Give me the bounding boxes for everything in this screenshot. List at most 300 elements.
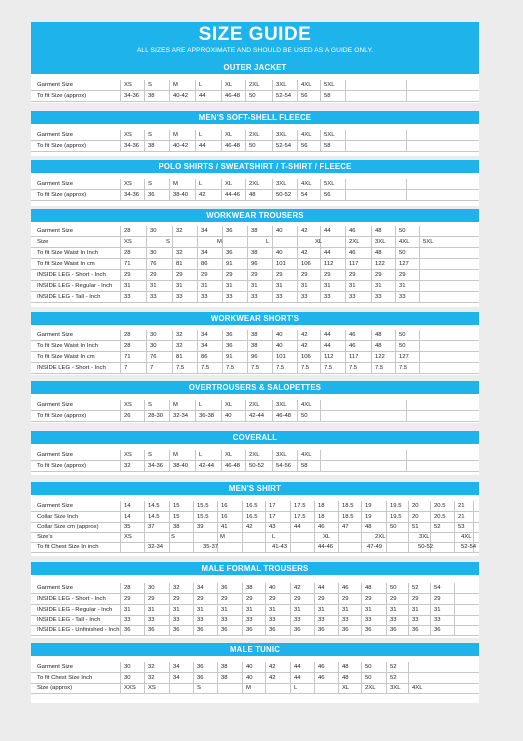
table-cell: 42-44 [249, 413, 265, 419]
table-cell: 38 [246, 585, 253, 591]
table-cell: XL [225, 181, 233, 187]
table-cell: 91 [226, 354, 233, 360]
table-cell: 44-46 [225, 192, 241, 198]
table-cell: S [148, 82, 152, 88]
table-cell: L [199, 82, 203, 88]
table-cell: 36 [294, 627, 301, 633]
table-cell: 33 [124, 617, 131, 623]
row-label: To fit Size (approx) [37, 413, 87, 419]
row-label: Garment Size [37, 402, 74, 408]
table-cell: S [197, 685, 201, 691]
table-cell: 29 [197, 596, 204, 602]
table-cell: 56 [324, 192, 331, 198]
table-cell: M [217, 239, 222, 245]
table-cell: 46-48 [225, 143, 241, 149]
table-cell: 4XL [399, 239, 410, 245]
table-cell: L [294, 685, 298, 691]
table-row [31, 462, 479, 471]
table-cell: 48 [375, 343, 382, 349]
table-row [31, 364, 479, 373]
table-cell: 36 [226, 332, 233, 338]
row-label: Garment Size [37, 332, 74, 338]
table-cell: 40 [269, 585, 276, 591]
table-cell: M [173, 402, 178, 408]
table-cell: M [173, 132, 178, 138]
table-cell: 36 [173, 627, 180, 633]
table-cell: 29 [251, 272, 258, 278]
table-cell: 42 [301, 343, 308, 349]
table-cell: 40 [276, 332, 283, 338]
table-cell: 16 [221, 514, 228, 520]
table-cell: 29 [176, 272, 183, 278]
table-cell: 28 [124, 343, 131, 349]
table-cell: 33 [197, 617, 204, 623]
table-cell: 32 [124, 463, 131, 469]
table-cell: 20.5 [434, 514, 446, 520]
table-cell: 29 [150, 272, 157, 278]
table-cell: 40 [276, 343, 283, 349]
table-cell: 34 [173, 675, 180, 681]
row-label: To fit Size Waist In Inch [37, 343, 98, 349]
table-cell: 29 [124, 272, 131, 278]
table-cell: 56 [301, 143, 308, 149]
table-cell: 117 [349, 354, 359, 360]
table-cell: 29 [276, 272, 283, 278]
table-cell: 29 [318, 596, 325, 602]
table-cell: L [199, 452, 203, 458]
table-cell: XL [225, 82, 233, 88]
table-cell: 19.5 [390, 503, 402, 509]
table-cell: XS [124, 239, 132, 245]
row-divider [31, 635, 479, 636]
table-cell: XL [315, 239, 323, 245]
table-cell: 54 [301, 192, 308, 198]
table-cell: 35-37 [203, 544, 219, 550]
row-divider [31, 90, 479, 91]
table-cell: 21 [458, 503, 465, 509]
table-cell: 42-44 [199, 463, 215, 469]
table-cell: 5XL [423, 239, 434, 245]
table-cell: 36-38 [199, 413, 215, 419]
table-cell: 42 [294, 585, 301, 591]
table-cell: 31 [412, 607, 419, 613]
table-cell: XL [342, 685, 350, 691]
table-row [31, 282, 479, 291]
table-cell: 44 [324, 228, 331, 234]
table-cell: 17 [269, 514, 276, 520]
table-cell: 50 [399, 343, 406, 349]
table-cell: 71 [124, 354, 131, 360]
table-cell: 46 [342, 585, 349, 591]
table-cell: 3XL [276, 82, 287, 88]
row-label: Size (approx) [37, 685, 73, 691]
table-cell: 38 [148, 143, 155, 149]
table-cell: 2XL [365, 685, 376, 691]
row-label: Garment Size [37, 82, 74, 88]
table-cell: 50-52 [249, 463, 265, 469]
table-cell: 36 [226, 250, 233, 256]
table-row [31, 626, 479, 635]
table-cell: XS [148, 685, 156, 691]
table-cell: 14.5 [148, 514, 160, 520]
table-cell: 33 [251, 294, 258, 300]
table-cell: 33 [342, 617, 349, 623]
table-cell: 31 [124, 607, 131, 613]
table-cell: 30 [150, 250, 157, 256]
table-cell: 33 [276, 294, 283, 300]
table-cell: 38 [173, 524, 180, 530]
row-label: INSIDE LEG - Regular - Inch [37, 283, 113, 289]
row-divider [31, 280, 479, 281]
table-cell: 31 [349, 283, 356, 289]
table-cell: 46 [349, 228, 356, 234]
table-cell: 50 [399, 250, 406, 256]
table-cell: 38 [221, 664, 228, 670]
table-cell: 38 [148, 93, 155, 99]
table-cell: 5XL [324, 82, 335, 88]
table-cell: 46-48 [225, 463, 241, 469]
table-cell: 48 [375, 332, 382, 338]
table-row [31, 674, 479, 683]
table-title: MALE FORMAL TROUSERS [31, 562, 479, 575]
table-cell: 31 [221, 607, 228, 613]
table-cell: 31 [301, 283, 308, 289]
table-cell: 30 [150, 343, 157, 349]
row-divider [31, 236, 479, 237]
table-cell: 58 [324, 143, 331, 149]
table-cell: 29 [221, 596, 228, 602]
row-divider [31, 101, 479, 102]
table-cell: 7.5 [201, 365, 210, 371]
table-cell: 29 [349, 272, 356, 278]
table-row [31, 92, 479, 101]
table-cell: 40-42 [173, 143, 189, 149]
table-cell: 46 [318, 675, 325, 681]
table-cell: 34 [173, 664, 180, 670]
table-cell: 34 [201, 343, 208, 349]
table-cell: S [148, 402, 152, 408]
row-divider [31, 258, 479, 259]
row-divider [31, 460, 479, 461]
table-cell: 17 [269, 503, 276, 509]
table-cell: 50 [249, 143, 256, 149]
table-cell: 28-30 [148, 413, 164, 419]
table-row [31, 412, 479, 421]
table-cell: 81 [176, 261, 183, 267]
table-cell: 36 [148, 192, 155, 198]
table-cell: 48 [365, 585, 372, 591]
table-cell: 31 [173, 607, 180, 613]
table-cell: 7.5 [349, 365, 358, 371]
table-cell: 50 [249, 93, 256, 99]
table-cell: M [220, 534, 225, 540]
table-row [31, 533, 479, 542]
table-row [31, 595, 479, 604]
row-label: INSIDE LEG - Tall - Inch [37, 617, 101, 623]
row-divider [31, 362, 479, 363]
table-cell: 52-54 [461, 544, 477, 550]
table-cell: 101 [276, 261, 286, 267]
table-cell: 44 [294, 664, 301, 670]
table-cell: S [171, 534, 175, 540]
table-cell: 76 [150, 354, 157, 360]
table-cell: 29 [148, 596, 155, 602]
row-divider [31, 693, 479, 694]
table-cell: 31 [324, 283, 331, 289]
table-row [31, 142, 479, 151]
table-cell: 31 [399, 283, 406, 289]
table-cell: 18 [318, 514, 325, 520]
table-cell: 50 [390, 524, 397, 530]
table-cell: 14.5 [148, 503, 160, 509]
table-cell: 17.5 [294, 503, 306, 509]
table-cell: 4XL [461, 534, 472, 540]
size-table [31, 209, 479, 307]
table-cell: 7.5 [176, 365, 185, 371]
row-label: Size [37, 239, 49, 245]
table-title: COVERALL [31, 431, 479, 444]
table-cell: 46 [318, 664, 325, 670]
table-cell: 33 [318, 617, 325, 623]
table-cell: 2XL [249, 82, 260, 88]
table-row [31, 191, 479, 200]
table-row [31, 451, 479, 460]
table-cell: 32 [148, 664, 155, 670]
table-cell: 31 [246, 607, 253, 613]
table-cell: 36 [197, 664, 204, 670]
size-guide-header [31, 22, 479, 62]
table-cell: 36 [390, 627, 397, 633]
table-cell: 52 [412, 585, 419, 591]
table-cell: 52-54 [276, 93, 292, 99]
table-cell: 29 [434, 596, 441, 602]
table-cell: 117 [349, 261, 359, 267]
table-cell: 122 [375, 354, 385, 360]
table-cell: 42 [301, 332, 308, 338]
row-divider [31, 291, 479, 292]
table-cell: 41 [221, 524, 228, 530]
table-cell: 34 [201, 250, 208, 256]
table-cell: 4XL [301, 132, 312, 138]
row-label: To fit Chest Size Inch [37, 675, 93, 681]
table-cell: 7.5 [301, 365, 310, 371]
row-label: INSIDE LEG - Regular - Inch [37, 607, 113, 613]
row-divider [31, 200, 479, 201]
table-cell: 33 [324, 294, 331, 300]
table-cell: 127 [399, 354, 409, 360]
table-cell: 36 [365, 627, 372, 633]
table-cell: 31 [176, 283, 183, 289]
table-cell: 39 [197, 524, 204, 530]
table-cell: 30 [150, 228, 157, 234]
table-cell: 3XL [276, 452, 287, 458]
size-table [31, 61, 479, 103]
table-cell: 15.5 [197, 514, 209, 520]
table-cell: 46 [318, 524, 325, 530]
row-divider [31, 672, 479, 673]
table-cell: XS [124, 181, 132, 187]
table-title: WORKWEAR TROUSERS [31, 209, 479, 222]
table-cell: 86 [201, 261, 208, 267]
table-cell: 33 [375, 294, 382, 300]
table-cell: 29 [390, 596, 397, 602]
table-cell: 50-52 [418, 544, 434, 550]
table-cell: 51 [412, 524, 419, 530]
table-cell: 26 [124, 413, 131, 419]
table-row [31, 271, 479, 280]
table-cell: 76 [150, 261, 157, 267]
table-cell: 16.5 [246, 503, 258, 509]
table-cell: 36 [342, 627, 349, 633]
table-cell: 38 [251, 343, 258, 349]
table-row [31, 238, 479, 247]
table-row [31, 260, 479, 269]
table-cell: 3XL [375, 239, 386, 245]
row-label: To fit Size Waist In cm [37, 261, 95, 267]
table-cell: 48 [249, 192, 256, 198]
table-cell: L [199, 132, 203, 138]
table-cell: XS [124, 452, 132, 458]
table-cell: 38 [251, 228, 258, 234]
row-label: To fit Size (approx) [37, 93, 87, 99]
table-cell: 15 [173, 514, 180, 520]
table-cell: 52-54 [276, 143, 292, 149]
table-cell: XL [323, 534, 331, 540]
table-cell: 28 [124, 228, 131, 234]
row-label: To fit Size Waist In cm [37, 354, 95, 360]
table-title: MEN'S SOFT-SHELL FLEECE [31, 111, 479, 124]
table-cell: 29 [301, 272, 308, 278]
table-row [31, 249, 479, 258]
table-cell: 16.5 [246, 514, 258, 520]
table-cell: 2XL [249, 181, 260, 187]
table-cell: 38 [251, 250, 258, 256]
table-cell: 29 [294, 596, 301, 602]
table-cell: 46 [349, 343, 356, 349]
table-cell: 18.5 [342, 503, 354, 509]
table-cell: 48 [375, 250, 382, 256]
table-cell: 18.5 [342, 514, 354, 520]
table-cell: 34 [201, 228, 208, 234]
table-row [31, 401, 479, 410]
row-divider [31, 351, 479, 352]
row-label: Garment Size [37, 228, 74, 234]
table-cell: 31 [276, 283, 283, 289]
table-cell: 33 [365, 617, 372, 623]
table-cell: 29 [365, 596, 372, 602]
table-cell: 4XL [301, 402, 312, 408]
row-label: Garment Size [37, 503, 74, 509]
row-label: Collar Size cm (approx) [37, 524, 99, 530]
row-label: INSIDE LEG - Short - Inch [37, 365, 106, 371]
table-cell: 31 [390, 607, 397, 613]
table-cell: XS [124, 534, 132, 540]
table-row [31, 342, 479, 351]
size-table [31, 431, 479, 475]
table-cell: M [173, 82, 178, 88]
row-divider [31, 247, 479, 248]
table-cell: 48 [365, 524, 372, 530]
table-cell: 50 [390, 585, 397, 591]
table-cell: 33 [221, 617, 228, 623]
table-cell: 34-36 [124, 143, 140, 149]
table-cell: 3XL [276, 402, 287, 408]
row-label: Garment Size [37, 132, 74, 138]
row-label: Garment Size [37, 181, 74, 187]
row-label: To fit Chest Size In inch [37, 544, 99, 550]
table-cell: 81 [176, 354, 183, 360]
table-cell: 31 [434, 607, 441, 613]
table-cell: 35 [124, 524, 131, 530]
table-cell: 32 [176, 343, 183, 349]
row-label: Size's [37, 534, 53, 540]
table-cell: 50-52 [276, 192, 292, 198]
table-cell: 42 [301, 228, 308, 234]
table-row [31, 543, 479, 552]
row-divider [31, 421, 479, 422]
table-cell: 48 [342, 675, 349, 681]
table-cell: 29 [201, 272, 208, 278]
table-cell: 56 [301, 93, 308, 99]
table-cell: 54 [434, 585, 441, 591]
table-cell: 32 [173, 585, 180, 591]
table-cell: 31 [269, 607, 276, 613]
table-cell: 2XL [349, 239, 360, 245]
table-cell: 52 [434, 524, 441, 530]
size-table [31, 643, 479, 703]
row-divider [31, 471, 479, 472]
table-cell: 46 [349, 250, 356, 256]
row-label: Collar Size Inch [37, 514, 79, 520]
table-cell: 48 [375, 228, 382, 234]
table-cell: 7 [150, 365, 154, 371]
table-cell: 44 [294, 675, 301, 681]
table-cell: XL [225, 132, 233, 138]
table-cell: 33 [390, 617, 397, 623]
row-divider [31, 340, 479, 341]
row-label: To fit Size Waist In Inch [37, 250, 98, 256]
table-cell: 50 [399, 228, 406, 234]
table-cell: 42 [301, 250, 308, 256]
size-table [31, 160, 479, 206]
table-cell: 31 [226, 283, 233, 289]
table-cell: L [199, 181, 203, 187]
table-cell: 38 [221, 675, 228, 681]
table-cell: 7.5 [276, 365, 285, 371]
table-cell: 42 [269, 664, 276, 670]
table-cell: 44 [199, 93, 206, 99]
table-cell: 20.5 [434, 503, 446, 509]
table-cell: 14 [124, 503, 131, 509]
table-cell: 31 [365, 607, 372, 613]
table-cell: 37 [148, 524, 155, 530]
size-table [31, 381, 479, 423]
table-cell: 38-40 [173, 192, 189, 198]
table-row [31, 293, 479, 302]
table-cell: 2XL [375, 534, 386, 540]
table-cell: 32 [176, 332, 183, 338]
table-cell: 36 [318, 627, 325, 633]
table-cell: 112 [324, 354, 334, 360]
table-cell: 101 [276, 354, 286, 360]
table-cell: 21 [458, 514, 465, 520]
table-cell: 33 [124, 294, 131, 300]
table-cell: 32 [148, 675, 155, 681]
table-cell: 4XL [301, 181, 312, 187]
table-cell: L [266, 239, 270, 245]
table-cell: 30 [124, 675, 131, 681]
table-row [31, 502, 479, 511]
